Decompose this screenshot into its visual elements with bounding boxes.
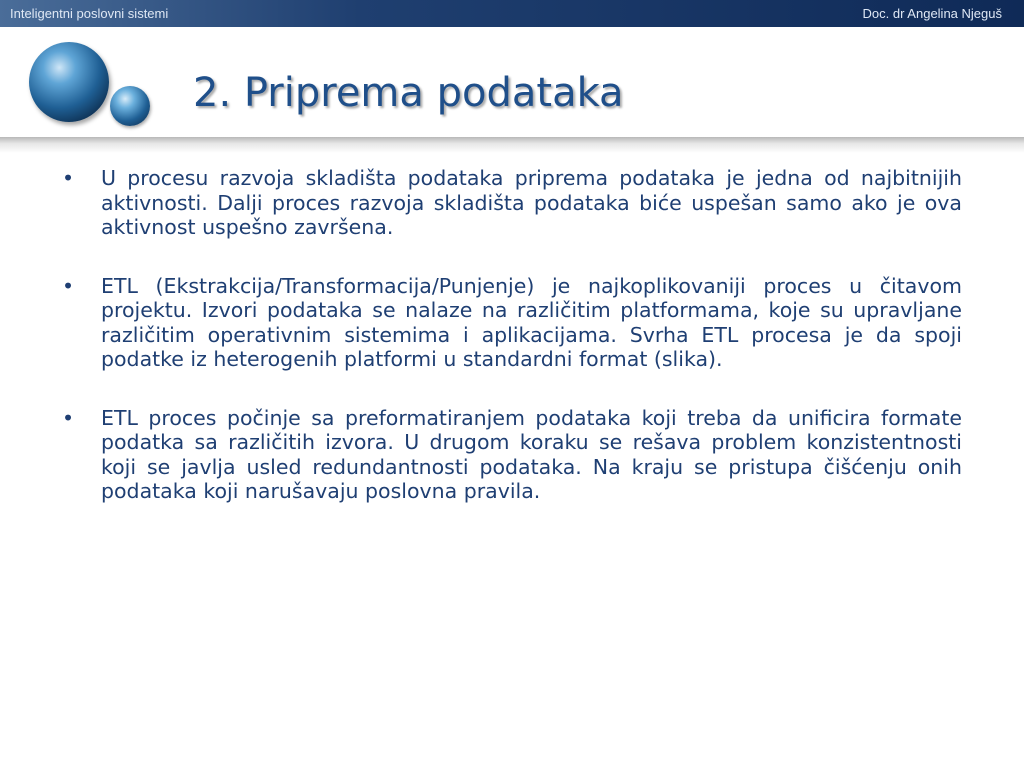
bullet-text: ETL proces počinje sa preformatiranjem podataka koji treba da unificira formate podatka sa različitih izvora. U drugom koraku se rešava problem konzistentnosti koji se javlja usled redundantnosti podataka. Na kraju se pristupa čišćenju onih podataka koji narušavaju poslovna pravila. [101, 405, 962, 503]
bullet-dot: • [62, 273, 75, 298]
bullet-dot: • [62, 405, 75, 430]
slide-title: 2. Priprema podataka [193, 70, 624, 116]
header-divider [0, 137, 1024, 153]
bullet-item [60, 406, 962, 504]
bullet-item [60, 166, 962, 240]
small-globe-icon [110, 86, 150, 126]
course-name: Inteligentni poslovni sistemi [10, 6, 169, 21]
author-name: Doc. dr Angelina Njeguš [862, 6, 1002, 21]
globe-logo-icon [29, 42, 109, 122]
bullet-item [60, 274, 962, 372]
bullet-dot: • [62, 166, 75, 190]
bullet-text: ETL (Ekstrakcija/Transformacija/Punjenje) je najkoplikovaniji proces u čitavom projektu. Izvori podataka se nalaze na različitim platformama, koje su upravljane različitim operativnim sistemima i aplikacijama. Svrha ETL procesa je da spoji podatke iz heterogenih platformi u standardni format (slika). [101, 273, 962, 371]
slide-content [60, 166, 962, 538]
top-header-bar [0, 0, 1024, 27]
bullet-text: U procesu razvoja skladišta podataka priprema podataka je jedna od najbitnijih aktivnosti. Dalji proces razvoja skladišta podataka biće uspešan samo ako je ova aktivnost uspešno završena. [101, 166, 962, 239]
